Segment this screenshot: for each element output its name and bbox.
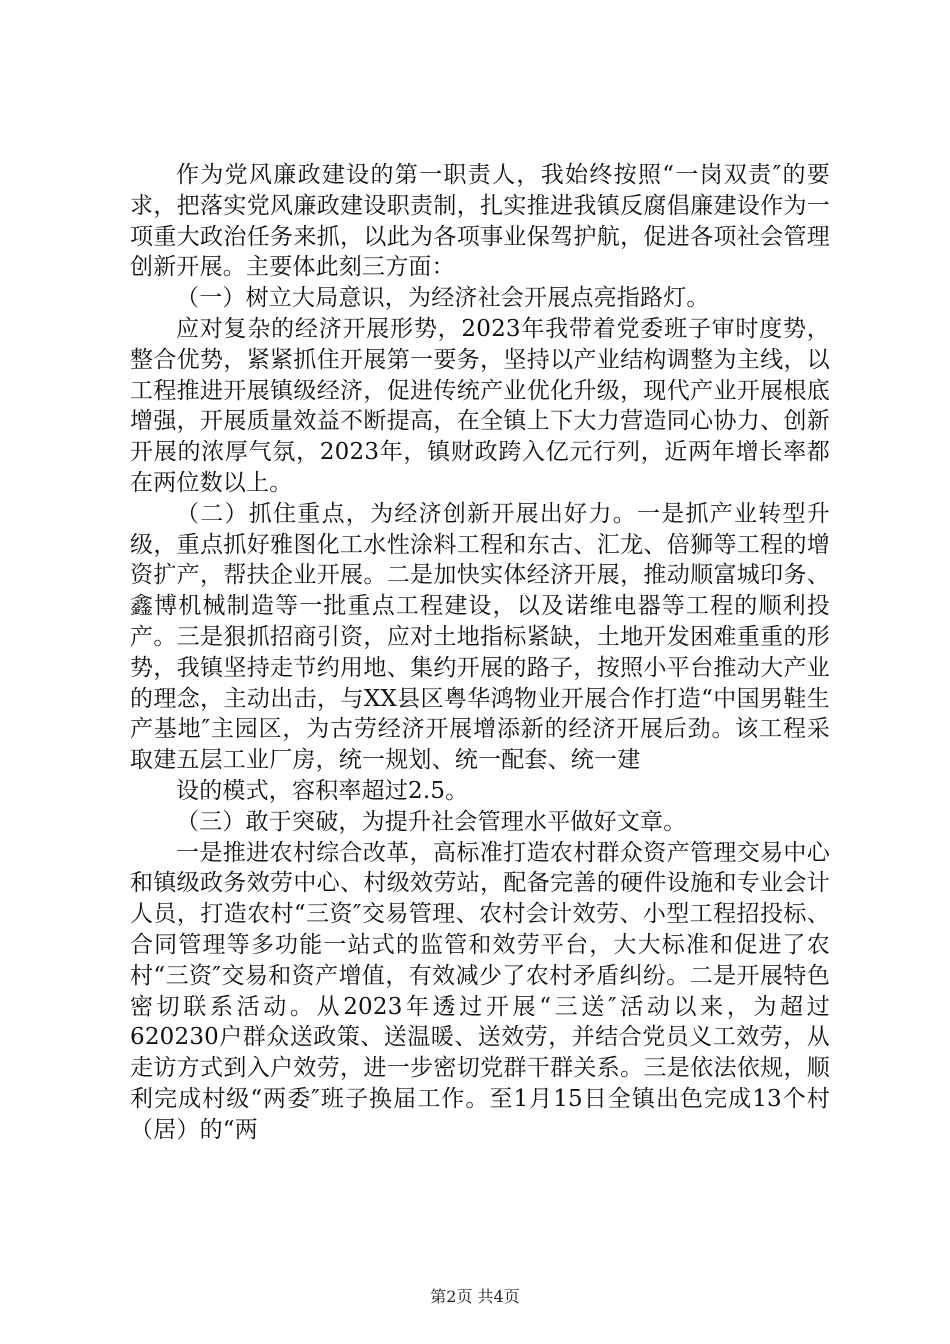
- section-heading-3: （三）敢于突破，为提升社会管理水平做好文章。: [176, 808, 687, 835]
- page-number-footer: 第2页 共4页: [430, 1287, 520, 1306]
- section-heading-1: （一）树立大局意识，为经济社会开展点亮指路灯。: [176, 285, 710, 312]
- document-body: [130, 160, 830, 1146]
- paragraph-section-2: （二）抓住重点，为经济创新开展出好力。一是抓产业转型升级，重点抓好雅图化工水性涂料工程和东古、汇龙、倍狮等工程的增资扩产，帮扶企业开展。二是加快实体经济开展，推动顺富城印务、鑫博机械制造等一批重点工程建设，以及诺维电器等工程的顺利投产。三是狠抓招商引资，应对土地指标紧缺，土地开发困难重重的形势，我镇坚持走节约用地、集约开展的路子，按照小平台推动大产业的理念，主动出击，与XX县区粤华鸿物业开展合作打造“中国男鞋生产基地″主园区，为古劳经济开展增添新的经济开展后劲。该工程采取建五层工业厂房，统一规划、统一配套、统一建: [130, 500, 830, 774]
- paragraph-section-3: 一是推进农村综合改革，高标准打造农村群众资产管理交易中心和镇级政务效劳中心、村级效劳站，配备完善的硬件设施和专业会计人员，打造农村“三资″交易管理、农村会计效劳、小型工程招投标、合同管理等多功能一站式的监管和效劳平台，大大标准和促进了农村“三资″交易和资产增值，有效减少了农村矛盾纠纷。二是开展特色密切联系活动。从2023年透过开展“三送″活动以来，为超过620230户群众送政策、送温暖、送效劳，并结合党员义工效劳，从走访方式到入户效劳，进一步密切党群干群关系。三是依法依规，顺利完成村级“两委″班子换届工作。至1月15日全镇出色完成13个村（居）的“两: [130, 839, 830, 1143]
- paragraph-intro: 作为党风廉政建设的第一职责人，我始终按照“一岗双责″的要求，把落实党风廉政建设职责制，扎实推进我镇反腐倡廉建设作为一项重大政治任务来抓，以此为各项事业保驾护航，促进各项社会管理创新开展。主要体此刻三方面：: [130, 162, 830, 281]
- paragraph-section-1: 应对复杂的经济开展形势，2023年我带着党委班子审时度势，整合优势，紧紧抓住开展第一要务，坚持以产业结构调整为主线，以工程推进开展镇级经济，促进传统产业优化升级，现代产业开展根底增强，开展质量效益不断提高，在全镇上下大力营造同心协力、创新开展的浓厚气氛，2023年，镇财政跨入亿元行列，近两年增长率都在两位数以上。: [130, 315, 830, 496]
- paragraph-continuation: 设的模式，容积率超过2.5。: [176, 777, 469, 804]
